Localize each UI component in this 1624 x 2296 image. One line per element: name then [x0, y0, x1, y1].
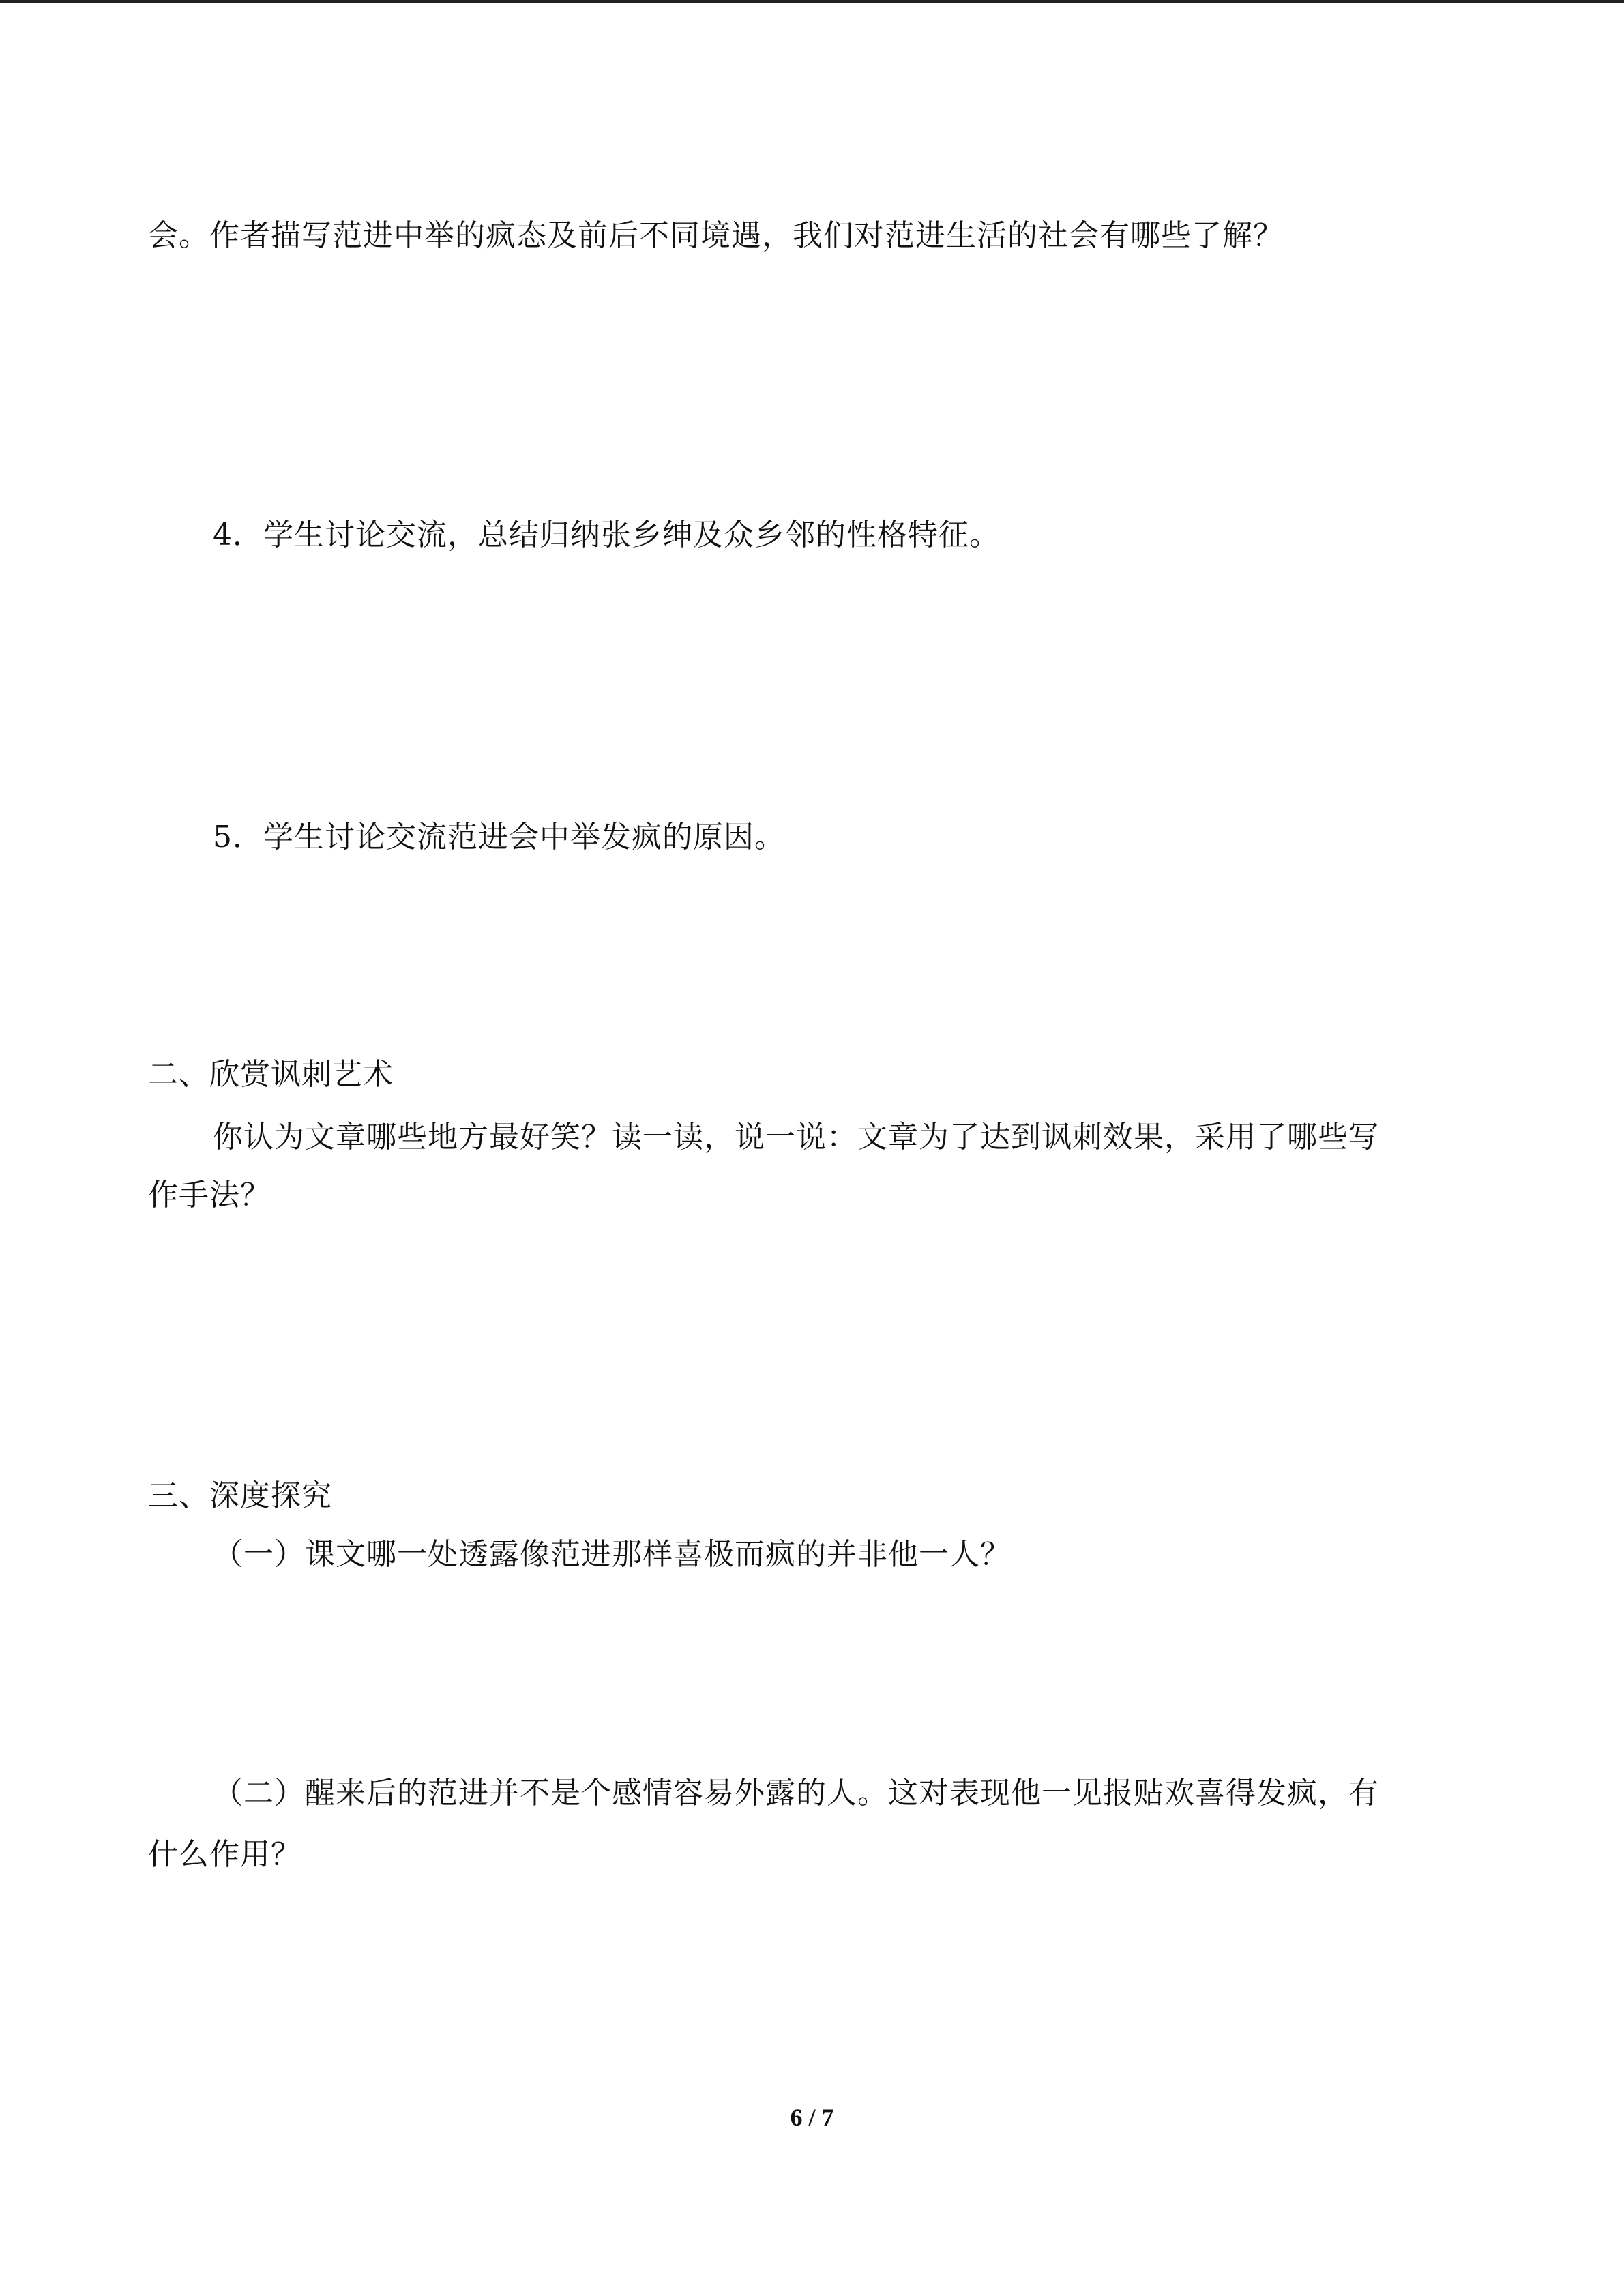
inquiry-question-1: （一）课文哪一处透露像范进那样喜极而疯的并非他一人？ [213, 1537, 1011, 1572]
top-border-rule [0, 0, 1624, 3]
inquiry-question-2-line-1: （二）醒来后的范进并不是个感情容易外露的人。这对表现他一见报贴欢喜得发疯，有 [213, 1776, 1379, 1810]
section-heading-2: 二、欣赏讽刺艺术 [148, 1057, 394, 1092]
paragraph-continuation-question-3: 会。作者描写范进中举的疯态及前后不同境遇，我们对范进生活的社会有哪些了解？ [148, 218, 1284, 253]
question-5: 5．学生讨论交流范进会中举发疯的原因。 [213, 820, 785, 854]
section-2-prompt-line-2: 作手法？ [148, 1178, 271, 1212]
page-number: 6 / 7 [790, 2104, 834, 2131]
section-2-prompt-line-1: 你认为文章哪些地方最好笑？读一读，说一说：文章为了达到讽刺效果，采用了哪些写 [213, 1120, 1379, 1154]
inquiry-question-2-line-2: 什么作用？ [148, 1837, 301, 1872]
question-4: 4．学生讨论交流，总结归纳张乡绅及众乡邻的性格特征。 [213, 518, 1000, 552]
section-heading-3: 三、深度探究 [148, 1478, 332, 1513]
